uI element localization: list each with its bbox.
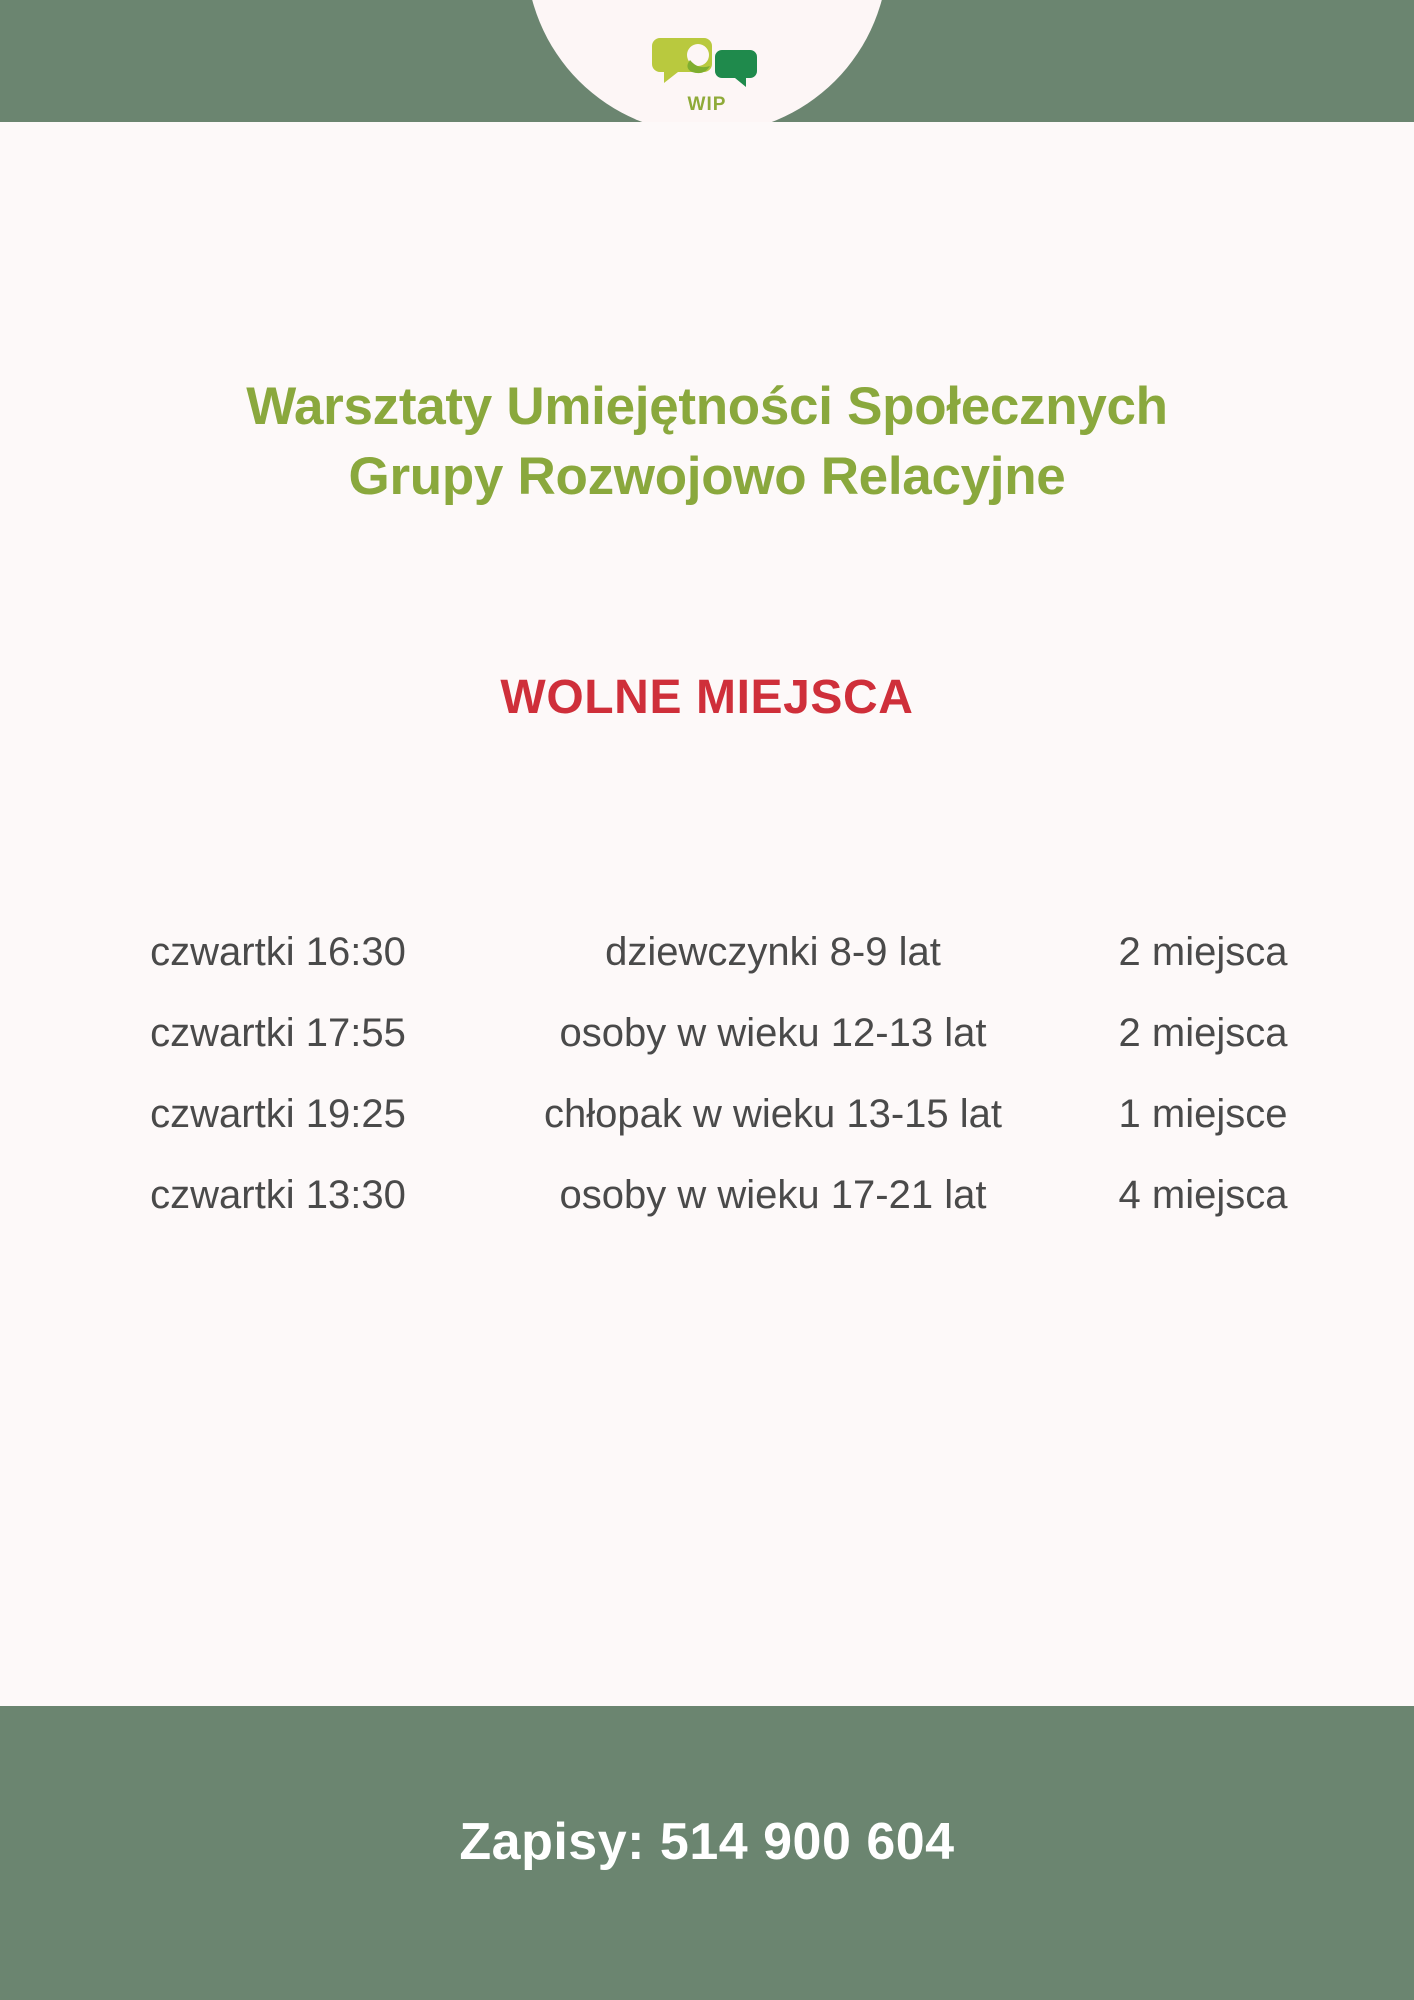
row-slots: 1 miejsce: [1118, 1092, 1288, 1136]
table-row: [88, 1074, 1328, 1155]
table-row: [88, 993, 1328, 1074]
page-title-line-1: Warsztaty Umiejętności Społecznych: [246, 377, 1168, 436]
row-time: czwartki 19:25: [150, 1092, 406, 1136]
schedule-table: [88, 912, 1328, 1236]
row-time: czwartki 16:30: [150, 930, 406, 974]
row-time: czwartki 13:30: [150, 1173, 406, 1217]
row-slots: 2 miejsca: [1118, 1011, 1288, 1055]
poster-body: [0, 122, 1414, 1706]
table-row: [88, 912, 1328, 993]
footer-banner: [0, 1706, 1414, 2000]
page-title: [0, 372, 1414, 513]
row-group: chłopak w wieku 13-15 lat: [543, 1092, 1003, 1136]
row-time: czwartki 17:55: [150, 1011, 406, 1055]
speech-bubbles-icon: [652, 30, 762, 92]
row-slots: 2 miejsca: [1118, 930, 1288, 974]
logo-mark: [632, 30, 782, 116]
logo-label: WIP: [687, 94, 727, 115]
row-slots: 4 miejsca: [1118, 1173, 1288, 1217]
row-group: dziewczynki 8-9 lat: [605, 930, 941, 974]
page-title-line-2: Grupy Rozwojowo Relacyjne: [348, 447, 1066, 507]
page-subtitle: WOLNE MIEJSCA: [500, 671, 914, 724]
contact-phone: Zapisy: 514 900 604: [459, 1813, 955, 1871]
row-group: osoby w wieku 17-21 lat: [559, 1173, 987, 1217]
table-row: [88, 1155, 1328, 1236]
row-group: osoby w wieku 12-13 lat: [559, 1011, 987, 1055]
